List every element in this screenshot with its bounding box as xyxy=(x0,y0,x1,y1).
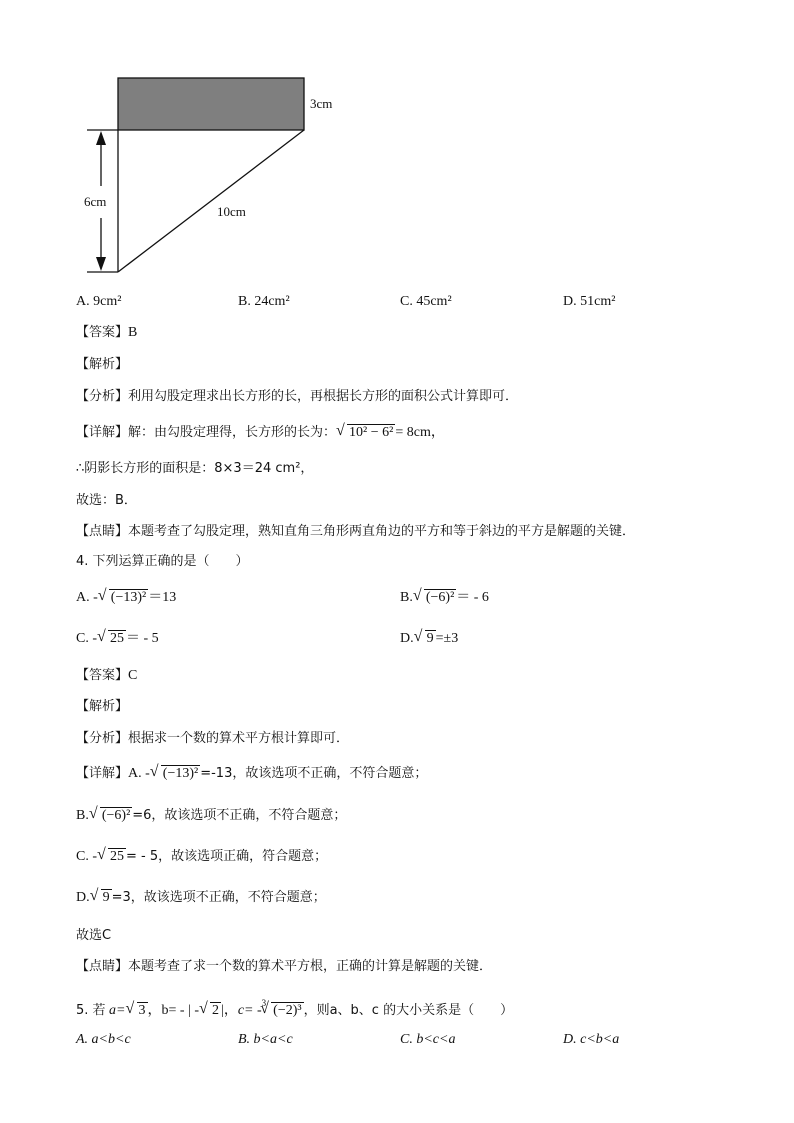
option-result: ＝13 xyxy=(148,590,177,605)
option-label: A. ‑ xyxy=(76,590,98,605)
a-def: a= xyxy=(109,1003,126,1018)
xiangjie-pre: 解：由勾股定理得，长方形的长为： xyxy=(128,425,337,440)
xiangjie-post: = 8cm， xyxy=(395,425,445,440)
sqrt-radicand: (−13)² xyxy=(162,766,199,781)
detail-label: B. xyxy=(76,808,89,823)
dianjing-text: 本题考查了勾股定理，熟知直角三角形两直角边的平方和等于斜边的平方是解题的关键． xyxy=(128,524,636,539)
sqrt-radicand: 2 xyxy=(212,1003,220,1018)
q5-option-d: D. c<b<a xyxy=(563,1032,620,1047)
q4-answer xyxy=(76,667,137,685)
b-def: ，b= ‑ | ‑ xyxy=(147,1003,200,1018)
detail-text: =3，故该选项不正确，不符合题意； xyxy=(111,890,326,905)
sqrt-expression xyxy=(91,807,132,825)
q3-option-c: C. 45cm² xyxy=(400,294,452,309)
sqrt-expression xyxy=(99,848,126,866)
q4-analysis-title: 【解析】 xyxy=(76,699,129,714)
option-label: B. xyxy=(400,590,413,605)
sqrt-radicand: 9 xyxy=(426,631,434,646)
fenxi-tag: 【分析】 xyxy=(76,731,129,746)
sqrt-expression xyxy=(415,589,456,607)
dianjing-text: 本题考查了求一个数的算术平方根，正确的计算是解题的关键． xyxy=(128,959,493,974)
sqrt-radicand: 25 xyxy=(110,631,124,646)
sqrt-expression xyxy=(201,1002,221,1020)
q5-post: ，则a、b、c 的大小关系是（ ） xyxy=(303,1003,514,1018)
q3-option-d: D. 51cm² xyxy=(563,294,616,309)
sqrt-radicand: 25 xyxy=(110,849,124,864)
fenxi-text: 利用勾股定理求出长方形的长，再根据长方形的面积公式计算即可． xyxy=(128,389,519,404)
q4-fenxi xyxy=(76,730,349,748)
xiangjie-tag: 【详解】 xyxy=(76,425,129,440)
cbrt-expression xyxy=(262,1002,303,1020)
detail-text: =6，故该选项不正确，不符合题意； xyxy=(132,808,347,823)
q3-option-a: A. 9cm² xyxy=(76,294,122,309)
q4-detail-a xyxy=(76,765,427,783)
q4-detail-b xyxy=(76,807,346,825)
answer-value: B xyxy=(128,325,138,340)
sqrt-radicand: (−6)² xyxy=(425,590,455,605)
option-result: ＝ ‑ 5 xyxy=(126,631,159,646)
detail-label: A. ‑ xyxy=(128,766,150,781)
q5-pre: 5. 若 xyxy=(76,1003,106,1018)
sqrt-expression xyxy=(128,1002,148,1020)
q5-stem xyxy=(76,994,513,1020)
cube-root-index: 3 xyxy=(261,998,267,1008)
q3-dianjing xyxy=(76,523,635,541)
answer-tag: 【答案】 xyxy=(76,668,129,683)
shaded-rectangle xyxy=(118,78,304,130)
q4-option-c xyxy=(76,630,159,648)
sqrt-radicand: 10² − 6² xyxy=(349,425,394,440)
q4-stem: 4. 下列运算正确的是（ ） xyxy=(76,554,249,569)
sqrt-radicand: (−13)² xyxy=(110,590,147,605)
q4-option-d xyxy=(400,630,458,648)
b-post: |， xyxy=(221,1003,238,1018)
q3-xiangjie xyxy=(76,424,445,442)
sqrt-expression xyxy=(416,630,436,648)
fenxi-text: 根据求一个数的算术平方根计算即可． xyxy=(128,731,350,746)
detail-text: =‑13，故该选项不正确，不符合题意； xyxy=(200,766,428,781)
q4-option-b xyxy=(400,589,489,607)
q5-option-c: C. b<c<a xyxy=(400,1032,456,1047)
option-result: =±3 xyxy=(435,631,459,646)
q3-answer xyxy=(76,324,137,342)
sqrt-expression xyxy=(152,765,200,783)
option-label: D. xyxy=(400,631,414,646)
dianjing-tag: 【点睛】 xyxy=(76,959,129,974)
label-6cm: 6cm xyxy=(84,194,107,209)
q5-option-a: A. a<b<c xyxy=(76,1032,131,1047)
fenxi-tag: 【分析】 xyxy=(76,389,129,404)
q4-choose: 故选C xyxy=(76,928,112,943)
sqrt-expression xyxy=(338,424,395,442)
geometry-figure xyxy=(0,0,794,290)
option-result: ＝ ‑ 6 xyxy=(456,590,489,605)
q3-fenxi xyxy=(76,388,518,406)
q4-option-a xyxy=(76,589,176,607)
sqrt-radicand: (−6)² xyxy=(101,808,131,823)
sqrt-radicand: 9 xyxy=(102,890,110,905)
sqrt-radicand: 3 xyxy=(138,1003,146,1018)
q4-dianjing xyxy=(76,958,492,976)
q4-detail-d xyxy=(76,889,326,907)
answer-value: C xyxy=(128,668,138,683)
detail-text: = ‑ 5，故该选项正确，符合题意； xyxy=(126,849,328,864)
c-def: c= ‑ xyxy=(237,1003,262,1018)
arrow-down-icon xyxy=(96,257,106,271)
label-3cm: 3cm xyxy=(310,96,333,111)
q3-option-b: B. 24cm² xyxy=(238,294,290,309)
answer-tag: 【答案】 xyxy=(76,325,129,340)
detail-label: C. ‑ xyxy=(76,849,97,864)
sqrt-expression xyxy=(100,589,148,607)
q3-analysis-title: 【解析】 xyxy=(76,357,129,372)
q4-detail-c xyxy=(76,848,327,866)
triangle-hypotenuse xyxy=(118,130,304,272)
sqrt-expression xyxy=(99,630,126,648)
sqrt-expression xyxy=(92,889,112,907)
q3-choose: 故选：B． xyxy=(76,493,137,508)
q5-option-b: B. b<a<c xyxy=(238,1032,293,1047)
arrow-up-icon xyxy=(96,131,106,145)
dianjing-tag: 【点睛】 xyxy=(76,524,129,539)
q3-area-line: ∴阴影长方形的面积是：8×3＝24 cm²， xyxy=(76,461,314,476)
xiangjie-tag: 【详解】 xyxy=(76,766,129,781)
cbrt-radicand: (−2)³ xyxy=(273,1003,302,1018)
label-10cm: 10cm xyxy=(217,204,246,219)
option-label: C. ‑ xyxy=(76,631,97,646)
detail-label: D. xyxy=(76,890,90,905)
